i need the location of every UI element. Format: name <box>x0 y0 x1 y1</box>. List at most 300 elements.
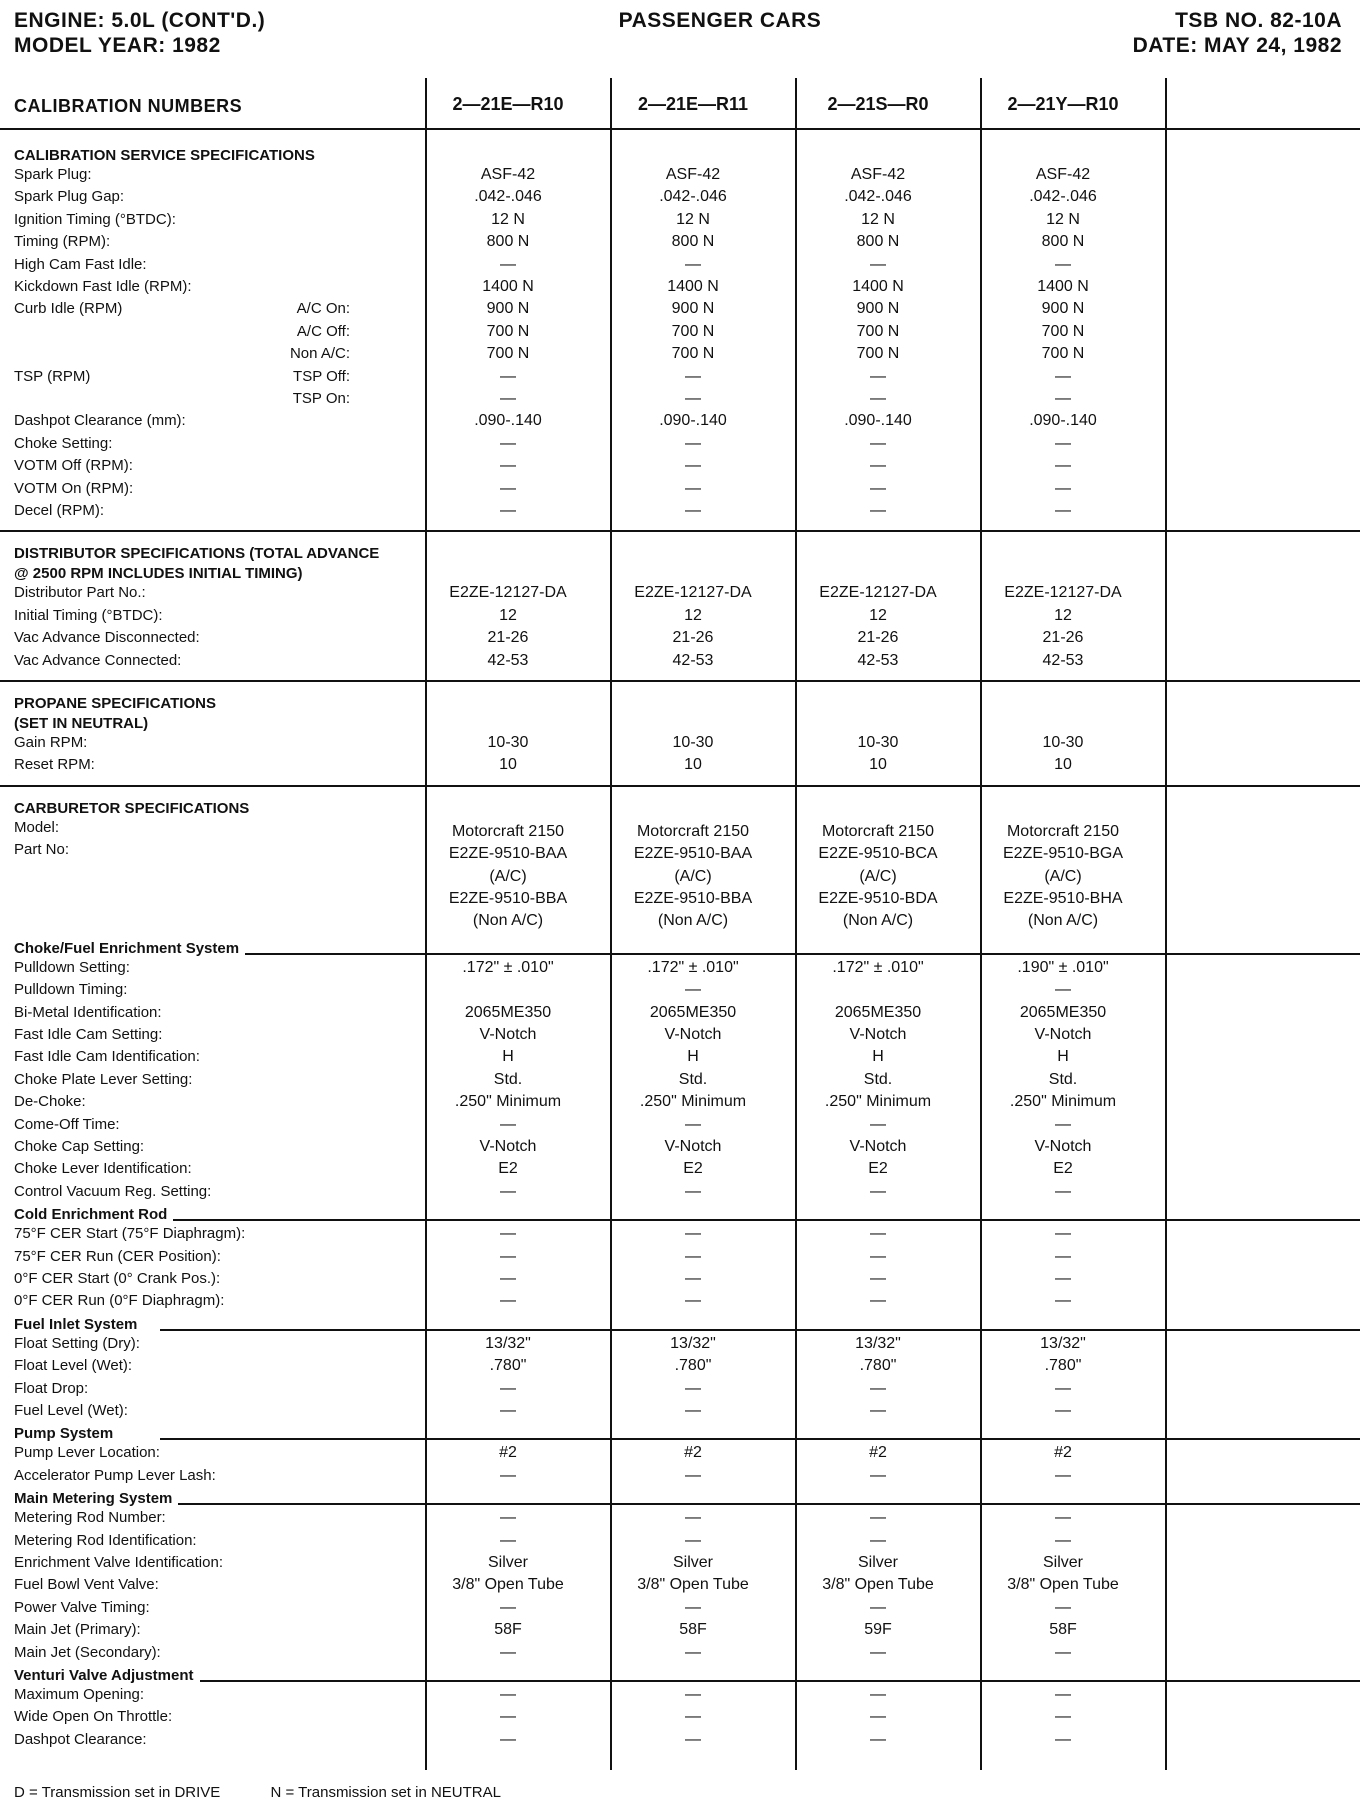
row-divider <box>200 1680 1360 1682</box>
spec-value: — <box>685 502 701 519</box>
spec-value: — <box>685 1730 701 1748</box>
spec-value: 21-26 <box>1042 629 1084 647</box>
spec-value: 21-26 <box>857 629 899 647</box>
row-divider <box>0 530 1360 532</box>
spec-value: V-Notch <box>664 1026 722 1043</box>
spec-value: 700 N <box>671 322 715 340</box>
spec-label: Spark Plug: <box>14 166 92 183</box>
spec-value: — <box>1055 1643 1071 1661</box>
spec-label: Initial Timing (°BTDC): <box>14 606 163 624</box>
spec-value: .090-.140 <box>659 412 727 430</box>
carburetor-part-number: E2ZE-9510-BBA <box>448 890 568 907</box>
spec-label: Accelerator Pump Lever Lash: <box>14 1466 216 1484</box>
spec-value: — <box>1055 1531 1071 1549</box>
spec-value: 900 N <box>671 300 715 318</box>
spec-value: E2ZE-12127-DA <box>449 584 567 602</box>
spec-value: 12 <box>869 606 887 624</box>
spec-value: 800 N <box>671 233 715 251</box>
spec-value: — <box>1055 255 1071 273</box>
spec-value: 12 N <box>1046 210 1080 228</box>
spec-value: 3/8" Open Tube <box>637 1576 749 1594</box>
subsection-title: Main Metering System <box>14 1490 173 1508</box>
spec-value: — <box>500 1509 516 1527</box>
spec-value: — <box>685 479 701 497</box>
spec-value: — <box>500 1292 516 1310</box>
spec-value: — <box>1055 1292 1071 1310</box>
spec-value: — <box>685 390 701 407</box>
spec-value: — <box>500 1531 516 1549</box>
spec-value: .042-.046 <box>844 188 912 206</box>
spec-value: — <box>500 1402 516 1419</box>
spec-value: V-Notch <box>664 1138 722 1155</box>
spec-label: Wide Open On Throttle: <box>14 1708 173 1726</box>
spec-value: E2ZE-12127-DA <box>634 584 752 602</box>
calibration-header-3: 2—21S—R0 <box>827 94 929 114</box>
spec-value: 12 <box>1054 606 1072 624</box>
spec-value: — <box>500 390 516 407</box>
spec-value: 3/8" Open Tube <box>1007 1576 1119 1594</box>
spec-value: 2065ME350 <box>464 1003 552 1021</box>
spec-value: — <box>1055 1598 1071 1616</box>
spec-value: .780" <box>859 1357 897 1375</box>
spec-value: — <box>685 1598 701 1616</box>
spec-label: Dashpot Clearance: <box>14 1730 147 1748</box>
spec-label: Control Vacuum Reg. Setting: <box>14 1182 212 1200</box>
spec-value: 10 <box>1054 756 1072 774</box>
spec-sublabel: TSP On: <box>292 390 350 407</box>
spec-value: #2 <box>1054 1444 1072 1462</box>
spec-value: 13/32" <box>1040 1334 1086 1352</box>
spec-value: 700 N <box>1041 322 1085 340</box>
spec-value: Std. <box>863 1070 893 1088</box>
spec-value: .780" <box>1044 1357 1082 1375</box>
carburetor-part-number: (A/C) <box>859 867 897 885</box>
section-title: @ 2500 RPM INCLUDES INITIAL TIMING) <box>14 565 303 583</box>
spec-value: — <box>685 1379 701 1397</box>
spec-value: .172" ± .010" <box>647 958 739 976</box>
spec-value: E2ZE-12127-DA <box>819 584 937 602</box>
spec-value: 900 N <box>486 300 530 318</box>
spec-value: .250" Minimum <box>454 1093 562 1111</box>
spec-value: 42-53 <box>672 651 714 669</box>
spec-label: Float Setting (Dry): <box>14 1334 140 1352</box>
carburetor-part-number: E2ZE-9510-BBA <box>633 890 753 907</box>
spec-value: — <box>870 1379 886 1397</box>
spec-value: — <box>685 1708 701 1726</box>
spec-value: — <box>870 1643 886 1661</box>
spec-label: Choke Plate Lever Setting: <box>14 1070 193 1088</box>
spec-label: Decel (RPM): <box>14 502 105 519</box>
spec-label: Ignition Timing (°BTDC): <box>14 210 176 228</box>
spec-label: 0°F CER Start (0° Crank Pos.): <box>14 1270 221 1287</box>
spec-value: — <box>685 1402 701 1419</box>
spec-label: Pulldown Setting: <box>14 958 130 976</box>
spec-value: 10-30 <box>1042 734 1084 751</box>
spec-value: — <box>1055 981 1071 999</box>
spec-value: — <box>1055 1730 1071 1748</box>
spec-value: 10 <box>684 756 702 774</box>
spec-label: VOTM Off (RPM): <box>14 457 133 475</box>
spec-value: — <box>870 1402 886 1419</box>
spec-value: V-Notch <box>1034 1138 1092 1155</box>
carburetor-part-number: E2ZE-9510-BCA <box>818 845 938 863</box>
spec-value: 58F <box>679 1621 707 1639</box>
spec-label: Choke Cap Setting: <box>14 1138 145 1155</box>
spec-value: — <box>870 1598 886 1616</box>
carburetor-part-number: E2ZE-9510-BGA <box>1002 845 1124 863</box>
section-title: (SET IN NEUTRAL) <box>14 715 149 732</box>
spec-value: — <box>685 434 701 452</box>
spec-value: 13/32" <box>855 1334 901 1352</box>
spec-value: — <box>500 479 516 497</box>
spec-value: 42-53 <box>487 651 529 669</box>
row-divider <box>160 1438 1360 1440</box>
spec-value: #2 <box>869 1444 887 1462</box>
spec-value: — <box>685 1270 701 1287</box>
carburetor-part-number: E2ZE-9510-BDA <box>818 890 938 907</box>
spec-value: .090-.140 <box>474 412 542 430</box>
spec-label: Timing (RPM): <box>14 233 111 251</box>
spec-value: — <box>1055 1708 1071 1726</box>
spec-label: Enrichment Valve Identification: <box>14 1554 223 1571</box>
spec-value: Silver <box>672 1554 713 1571</box>
spec-value: 2065ME350 <box>649 1003 737 1021</box>
spec-value: 10 <box>499 756 517 774</box>
row-divider <box>0 680 1360 682</box>
calibration-header-4: 2—21Y—R10 <box>1007 94 1119 114</box>
spec-value: .042-.046 <box>1029 188 1097 206</box>
spec-value: — <box>500 1247 516 1265</box>
spec-value: 800 N <box>1041 233 1085 251</box>
spec-value: 12 N <box>861 210 895 228</box>
calibration-header-1: 2—21E—R10 <box>452 94 564 114</box>
spec-value: — <box>685 1115 701 1133</box>
spec-label: Part No: <box>14 841 70 859</box>
section-title: CARBURETOR SPECIFICATIONS <box>14 799 250 817</box>
carburetor-part-number: (A/C) <box>674 867 712 885</box>
spec-sublabel: Non A/C: <box>289 345 350 363</box>
spec-label: Choke Lever Identification: <box>14 1160 192 1178</box>
spec-value: — <box>870 367 886 385</box>
spec-value: 700 N <box>1041 345 1085 363</box>
spec-label: Vac Advance Connected: <box>14 651 182 669</box>
spec-label: Curb Idle (RPM) <box>14 300 123 318</box>
spec-value: — <box>500 434 516 452</box>
section-title: PROPANE SPECIFICATIONS <box>14 695 216 712</box>
spec-value: — <box>685 1182 701 1200</box>
spec-label: De-Choke: <box>14 1093 86 1111</box>
spec-value: V-Notch <box>849 1138 907 1155</box>
spec-value: 1400 N <box>852 278 904 295</box>
carburetor-model: Motorcraft 2150 <box>451 822 565 840</box>
spec-value: E2ZE-12127-DA <box>1004 584 1122 602</box>
carburetor-model: Motorcraft 2150 <box>1006 822 1120 840</box>
spec-value: — <box>500 1270 516 1287</box>
spec-value: — <box>685 1531 701 1549</box>
spec-sublabel: A/C Off: <box>296 322 350 340</box>
spec-value: H <box>1057 1048 1069 1066</box>
spec-value: .190" ± .010" <box>1017 958 1109 976</box>
calibration-header-2: 2—21E—R11 <box>637 94 749 114</box>
spec-value: #2 <box>499 1444 517 1462</box>
spec-value: .250" Minimum <box>1009 1093 1117 1111</box>
subsection-title: Pump System <box>14 1425 114 1443</box>
spec-value: — <box>685 255 701 273</box>
spec-value: 900 N <box>1041 300 1085 318</box>
spec-value: 21-26 <box>672 629 714 647</box>
spec-label: Main Jet (Primary): <box>14 1621 141 1639</box>
spec-label: Gain RPM: <box>14 734 88 751</box>
spec-label: Float Drop: <box>14 1379 89 1397</box>
spec-value: 10-30 <box>857 734 899 751</box>
spec-value: — <box>685 367 701 385</box>
spec-label: VOTM On (RPM): <box>14 479 134 497</box>
spec-value: — <box>685 1643 701 1661</box>
spec-value: — <box>685 1686 701 1703</box>
engine-line: ENGINE: 5.0L (CONT'D.) <box>14 9 266 32</box>
spec-value: — <box>1055 1466 1071 1484</box>
carburetor-part-number: (Non A/C) <box>842 912 914 930</box>
spec-value: — <box>500 502 516 519</box>
spec-value: Silver <box>487 1554 528 1571</box>
spec-value: Std. <box>1048 1070 1078 1088</box>
spec-label: Bi-Metal Identification: <box>14 1003 162 1021</box>
spec-value: H <box>502 1048 514 1066</box>
spec-value: — <box>685 457 701 475</box>
spec-value: Std. <box>678 1070 708 1088</box>
section-title: DISTRIBUTOR SPECIFICATIONS (TOTAL ADVANCE <box>14 545 380 563</box>
spec-value: — <box>870 1270 886 1287</box>
spec-value: — <box>870 479 886 497</box>
spec-sublabel: TSP Off: <box>293 367 350 385</box>
spec-value: E2 <box>498 1160 518 1178</box>
footer-legend <box>14 1784 547 1801</box>
tsb-date: DATE: MAY 24, 1982 <box>1132 34 1342 57</box>
spec-label: Vac Advance Disconnected: <box>14 629 200 647</box>
spec-value: — <box>500 1225 516 1243</box>
spec-value: 12 <box>499 606 517 624</box>
spec-value: 800 N <box>486 233 530 251</box>
spec-value: 12 <box>684 606 702 624</box>
spec-label: Choke Setting: <box>14 434 113 452</box>
spec-value: — <box>870 1708 886 1726</box>
spec-value: .172" ± .010" <box>462 958 554 976</box>
spec-value: — <box>500 1466 516 1484</box>
spec-value: Silver <box>857 1554 898 1571</box>
spec-value: — <box>870 457 886 475</box>
spec-value: — <box>500 1182 516 1200</box>
carburetor-model: Motorcraft 2150 <box>636 822 750 840</box>
spec-value: Std. <box>493 1070 523 1088</box>
row-divider <box>0 785 1360 787</box>
spec-value: E2 <box>1053 1160 1073 1178</box>
spec-label: Pulldown Timing: <box>14 981 128 999</box>
spec-value: 700 N <box>486 322 530 340</box>
spec-value: V-Notch <box>479 1138 537 1155</box>
spec-value: H <box>687 1048 699 1066</box>
spec-value: 700 N <box>856 322 900 340</box>
spec-value: — <box>870 1509 886 1527</box>
carburetor-part-number: (Non A/C) <box>472 912 544 930</box>
spec-value: 700 N <box>486 345 530 363</box>
spec-label: Main Jet (Secondary): <box>14 1643 161 1661</box>
spec-value: 3/8" Open Tube <box>452 1576 564 1594</box>
spec-value: .090-.140 <box>844 412 912 430</box>
spec-value: .090-.140 <box>1029 412 1097 430</box>
spec-label: 75°F CER Start (75°F Diaphragm): <box>14 1225 246 1243</box>
spec-value: — <box>1055 1686 1071 1703</box>
row-divider <box>245 953 1360 955</box>
spec-value: .250" Minimum <box>639 1093 747 1111</box>
spec-value: 13/32" <box>485 1334 531 1352</box>
spec-value: .042-.046 <box>474 188 542 206</box>
carburetor-part-number: E2ZE-9510-BAA <box>633 845 753 863</box>
spec-value: — <box>1055 1270 1071 1287</box>
spec-label: Kickdown Fast Idle (RPM): <box>14 278 192 295</box>
spec-value: — <box>500 1686 516 1703</box>
model-year-line: MODEL YEAR: 1982 <box>14 34 221 57</box>
spec-value: 58F <box>1049 1621 1077 1639</box>
spec-value: — <box>500 457 516 475</box>
spec-value: — <box>1055 390 1071 407</box>
spec-value: — <box>1055 434 1071 452</box>
spec-label: Pump Lever Location: <box>14 1444 160 1462</box>
spec-value: .172" ± .010" <box>832 958 924 976</box>
spec-value: 1400 N <box>667 278 719 295</box>
spec-value: — <box>1055 1509 1071 1527</box>
spec-value: — <box>870 1730 886 1748</box>
carburetor-part-number: (A/C) <box>1044 867 1082 885</box>
spec-label: Model: <box>14 818 60 836</box>
spec-value: — <box>685 1247 701 1265</box>
spec-label: Fuel Bowl Vent Valve: <box>14 1576 159 1594</box>
spec-value: 1400 N <box>482 278 534 295</box>
spec-value: 58F <box>494 1621 522 1639</box>
subsection-title: Cold Enrichment Rod <box>14 1206 168 1224</box>
spec-value: — <box>870 1182 886 1200</box>
spec-value: — <box>685 1225 701 1243</box>
spec-value: — <box>1055 1182 1071 1200</box>
spec-value: — <box>685 981 701 999</box>
spec-value: — <box>500 1708 516 1726</box>
spec-value: — <box>1055 502 1071 519</box>
subsection-title: Venturi Valve Adjustment <box>14 1667 194 1684</box>
spec-label: Distributor Part No.: <box>14 584 146 602</box>
carburetor-part-number: E2ZE-9510-BAA <box>448 845 568 863</box>
spec-label: Metering Rod Number: <box>14 1509 166 1527</box>
spec-value: — <box>870 255 886 273</box>
spec-value: — <box>1055 479 1071 497</box>
spec-label: Spark Plug Gap: <box>14 188 125 206</box>
spec-value: — <box>1055 1379 1071 1397</box>
spec-value: — <box>1055 367 1071 385</box>
spec-value: .780" <box>674 1357 712 1375</box>
spec-value: 21-26 <box>487 629 529 647</box>
spec-value: 59F <box>864 1621 892 1639</box>
spec-label: Come-Off Time: <box>14 1115 120 1133</box>
spec-value: — <box>500 1730 516 1748</box>
subsection-title: Choke/Fuel Enrichment System <box>14 939 240 957</box>
section-title: CALIBRATION SERVICE SPECIFICATIONS <box>14 147 315 164</box>
column-divider <box>1165 78 1167 1770</box>
spec-label: Fast Idle Cam Identification: <box>14 1048 200 1066</box>
spec-value: — <box>500 1598 516 1616</box>
spec-value: ASF-42 <box>480 166 536 183</box>
spec-value: — <box>870 1531 886 1549</box>
vehicle-category: PASSENGER CARS <box>618 9 822 32</box>
spec-value: — <box>870 1292 886 1310</box>
legend-drive: D = Transmission set in DRIVE <box>14 1784 221 1801</box>
row-divider <box>173 1219 1360 1221</box>
spec-label: 0°F CER Run (0°F Diaphragm): <box>14 1292 225 1310</box>
subsection-title: Fuel Inlet System <box>14 1315 138 1333</box>
spec-value: — <box>1055 1225 1071 1243</box>
spec-value: — <box>685 1466 701 1484</box>
carburetor-model: Motorcraft 2150 <box>821 822 935 840</box>
spec-value: 800 N <box>856 233 900 251</box>
spec-value: .780" <box>489 1357 527 1375</box>
spec-value: 42-53 <box>1042 651 1084 669</box>
spec-value: Silver <box>1042 1554 1083 1571</box>
spec-value: 12 N <box>676 210 710 228</box>
spec-value: E2 <box>683 1160 703 1178</box>
spec-value: — <box>500 1379 516 1397</box>
spec-value: — <box>870 1686 886 1703</box>
spec-value: — <box>870 390 886 407</box>
spec-label: Dashpot Clearance (mm): <box>14 412 186 430</box>
spec-label: TSP (RPM) <box>14 367 91 385</box>
spec-value: — <box>500 1643 516 1661</box>
spec-value: 42-53 <box>857 651 899 669</box>
spec-label: Metering Rod Identification: <box>14 1531 197 1549</box>
spec-value: — <box>1055 1115 1071 1133</box>
spec-value: — <box>870 1466 886 1484</box>
spec-value: V-Notch <box>479 1026 537 1043</box>
spec-value: — <box>1055 1247 1071 1265</box>
row-divider <box>0 128 1360 130</box>
spec-label: Maximum Opening: <box>14 1686 145 1703</box>
tsb-number: TSB NO. 82-10A <box>1175 9 1342 32</box>
spec-value: 700 N <box>856 345 900 363</box>
spec-value: 10-30 <box>672 734 714 751</box>
spec-value: — <box>870 1115 886 1133</box>
spec-value: 2065ME350 <box>834 1003 922 1021</box>
spec-label: 75°F CER Run (CER Position): <box>14 1247 221 1265</box>
spec-label: Fuel Level (Wet): <box>14 1402 128 1419</box>
carburetor-part-number: (Non A/C) <box>1027 912 1099 930</box>
spec-value: ASF-42 <box>1035 166 1091 183</box>
spec-value: 10 <box>869 756 887 774</box>
spec-label: High Cam Fast Idle: <box>14 255 147 273</box>
spec-value: V-Notch <box>1034 1026 1092 1043</box>
spec-value: 12 N <box>491 210 525 228</box>
spec-sublabel: A/C On: <box>296 300 350 318</box>
spec-value: — <box>870 1225 886 1243</box>
spec-label: Fast Idle Cam Setting: <box>14 1026 163 1043</box>
spec-value: — <box>1055 1402 1071 1419</box>
carburetor-part-number: (A/C) <box>489 867 527 885</box>
spec-label: Reset RPM: <box>14 756 95 774</box>
spec-value: H <box>872 1048 884 1066</box>
spec-value: — <box>685 1509 701 1527</box>
carburetor-part-number: (Non A/C) <box>657 912 729 930</box>
row-divider <box>178 1503 1360 1505</box>
spec-value: — <box>1055 457 1071 475</box>
spec-value: 900 N <box>856 300 900 318</box>
spec-value: — <box>870 1247 886 1265</box>
spec-label: Float Level (Wet): <box>14 1357 133 1375</box>
spec-value: 3/8" Open Tube <box>822 1576 934 1594</box>
